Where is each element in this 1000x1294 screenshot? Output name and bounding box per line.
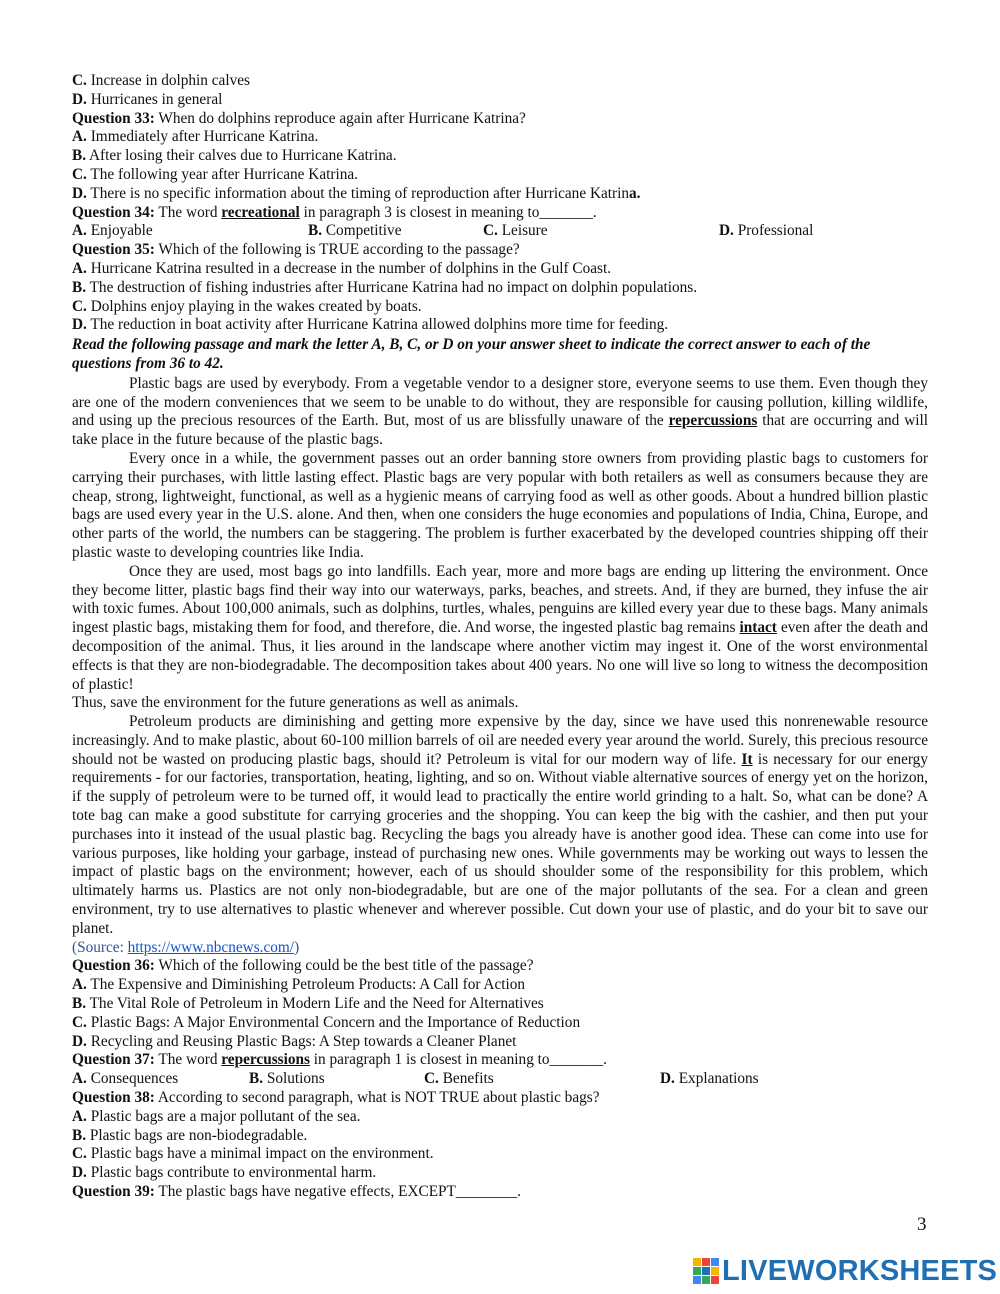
q38-option-d[interactable]: D. Plastic bags contribute to environmental harm.	[72, 1164, 377, 1182]
section-instruction: Read the following passage and mark the letter A, B, C, or D on your answer sheet to indicate the correct answer to each of the questions from 36 to 42.	[72, 336, 871, 372]
passage-source: (Source: https://www.nbcnews.com/)	[72, 938, 300, 956]
q36-option-a[interactable]: A. The Expensive and Diminishing Petroleum Products: A Call for Action	[72, 976, 526, 994]
q37-option-a[interactable]: A. Consequences	[72, 1070, 179, 1088]
q34-option-a[interactable]: A. Enjoyable	[72, 222, 153, 240]
liveworksheets-logo-icon	[692, 1257, 720, 1285]
q36-option-c[interactable]: C. Plastic Bags: A Major Environmental Concern and the Importance of Reduction	[72, 1013, 581, 1031]
question-36: Question 36: Which of the following could be the best title of the passage?	[72, 957, 534, 975]
q33-option-b[interactable]: B. After losing their calves due to Hurricane Katrina.	[72, 147, 397, 165]
q38-option-a[interactable]: A. Plastic bags are a major pollutant of the sea.	[72, 1107, 361, 1125]
q38-option-c[interactable]: C. Plastic bags have a minimal impact on the environment.	[72, 1145, 434, 1163]
q35-option-c[interactable]: C. Dolphins enjoy playing in the wakes created by boats.	[72, 297, 422, 315]
q37-option-b[interactable]: B. Solutions	[249, 1070, 325, 1088]
question-38: Question 38: According to second paragraph, what is NOT TRUE about plastic bags?	[72, 1089, 600, 1107]
question-37: Question 37: The word repercussions in paragraph 1 is closest in meaning to_______.	[72, 1051, 607, 1069]
q38-option-b[interactable]: B. Plastic bags are non-biodegradable.	[72, 1126, 308, 1144]
vocab-word-intact: intact	[739, 619, 777, 637]
passage-paragraph-4: Petroleum products are diminishing and getting more expensive by the day, since we have used this nonrenewable resource increasingly. And to make plastic, about 60-100 million barrels of oil are needed every year around the world. Surely, this precious resource should not be wasted on producing plastic bags, should it? Petroleum is vital for our modern way of life. It is necessary for our energy requirements - for our factories, transportation, heating, lighting, and so on. Without viable alternative sources of energy yet on the horizon, if the supply of petroleum were to be turned off, it would lead to practically the entire world grinding to a halt. So, what can be done? A tote bag can make a good substitute for carrying groceries and the shopping. You can keep the big with the cashier, and then put your purchases into it instead of the usual plastic bag. Recycling the bags you already have is another good idea. These can come into use for various purposes, like holding your garbage, instead of purchasing new ones. While governments may be working out ways to lessen the impact of plastic bags on the environment; however, each of us should shoulder some of the responsibility for this problem, which ultimately harms us. Plastics are not only non-biodegradable, but are one of the major pollutants of the sea. For a clean and green environment, try to use alternatives to plastic whenever and wherever possible. Cut down your use of plastic, and do your bit to save our planet.	[72, 713, 928, 937]
source-link[interactable]: https://www.nbcnews.com/	[127, 938, 295, 956]
question-33: Question 33: When do dolphins reproduce again after Hurricane Katrina?	[72, 109, 526, 127]
q32-option-c: C. Increase in dolphin calves	[72, 72, 250, 89]
q37-option-d[interactable]: D. Explanations	[660, 1070, 759, 1088]
q37-option-c[interactable]: C. Benefits	[424, 1070, 494, 1088]
q34-option-c[interactable]: C. Leisure	[483, 222, 548, 240]
question-34: Question 34: The word recreational in paragraph 3 is closest in meaning to_______.	[72, 203, 597, 221]
q35-option-a[interactable]: A. Hurricane Katrina resulted in a decrease in the number of dolphins in the Gulf Coast.	[72, 259, 612, 277]
passage-paragraph-3-closing: Thus, save the environment for the future generations as well as animals.	[72, 694, 519, 712]
liveworksheets-logo-text: LIVEWORKSHEETS	[722, 1254, 998, 1287]
q34-options-row	[72, 222, 928, 241]
worksheet-page	[72, 72, 928, 1202]
q35-option-b[interactable]: B. The destruction of fishing industries after Hurricane Katrina had no impact on dolphin populations.	[72, 278, 698, 296]
passage-paragraph-3: Once they are used, most bags go into landfills. Each year, more and more bags are ending up littering the environment. Once they become litter, plastic bags find their way into our waterways, parks, beaches, and streets. And, if they are burned, they infuse the air with toxic fumes. About 100,000 animals, such as dolphins, turtles, whales, penguins are killed every year due to these bags. Many animals ingest plastic bags, mistaking them for food, and therefore, die. And worse, the ingested plastic bag remains intact even after the death and decomposition of the animal. Thus, it lies around in the landscape where another victim may ingest it. One of the worst environmental effects is that they are non-biodegradable. The decomposition takes about 400 years. No one will live so long to witness the decomposition of plastic!	[72, 562, 928, 693]
q36-option-b[interactable]: B. The Vital Role of Petroleum in Modern Life and the Need for Alternatives	[72, 995, 544, 1013]
reference-word-it: It	[741, 750, 753, 768]
q35-option-d[interactable]: D. The reduction in boat activity after Hurricane Katrina allowed dolphins more time for feeding.	[72, 316, 669, 334]
q37-options-row	[72, 1070, 928, 1089]
q33-option-c[interactable]: C. The following year after Hurricane Katrina.	[72, 165, 358, 183]
q33-option-d[interactable]: D. There is no specific information about the timing of reproduction after Hurricane Katrina.	[72, 184, 641, 202]
question-35: Question 35: Which of the following is TRUE according to the passage?	[72, 241, 520, 259]
vocab-word-repercussions: repercussions	[668, 412, 758, 430]
vocab-word-recreational: recreational	[221, 203, 300, 221]
liveworksheets-logo[interactable]	[692, 1256, 997, 1286]
q34-option-d[interactable]: D. Professional	[719, 222, 814, 240]
q36-option-d[interactable]: D. Recycling and Reusing Plastic Bags: A Step towards a Cleaner Planet	[72, 1032, 517, 1050]
q34-option-b[interactable]: B. Competitive	[308, 222, 402, 240]
passage-paragraph-2: Every once in a while, the government passes out an order banning store owners from providing plastic bags to customers for carrying their purchases, with little lasting effect. Plastic bags are very popular with both retailers as well as consumers because they are cheap, strong, lightweight, functional, as well as a hygienic means of carrying food as well as other goods. About a hundred billion plastic bags are used every year in the U.S. alone. And then, when one considers the huge economies and populations of India, China, Europe, and other parts of the world, the numbers can be staggering. The problem is further exacerbated by the developed countries shipping off their plastic waste to developing countries like India.	[72, 449, 928, 561]
q32-option-d: D. Hurricanes in general	[72, 90, 223, 108]
passage-paragraph-1: Plastic bags are used by everybody. From a vegetable vendor to a designer store, everyone seems to use them. Even though they are one of the modern conveniences that we seem to be unable to do without, they are responsible for causing pollution, killing wildlife, and using up the precious resources of the Earth. But, most of us are blissfully unaware of the repercussions that are occurring and will take place in the future because of the plastic bags.	[72, 374, 928, 449]
q33-option-a[interactable]: A. Immediately after Hurricane Katrina.	[72, 128, 319, 146]
vocab-word-repercussions-q37: repercussions	[221, 1051, 310, 1069]
page-number: 3	[917, 1214, 927, 1235]
question-39: Question 39: The plastic bags have negative effects, EXCEPT________.	[72, 1183, 521, 1201]
